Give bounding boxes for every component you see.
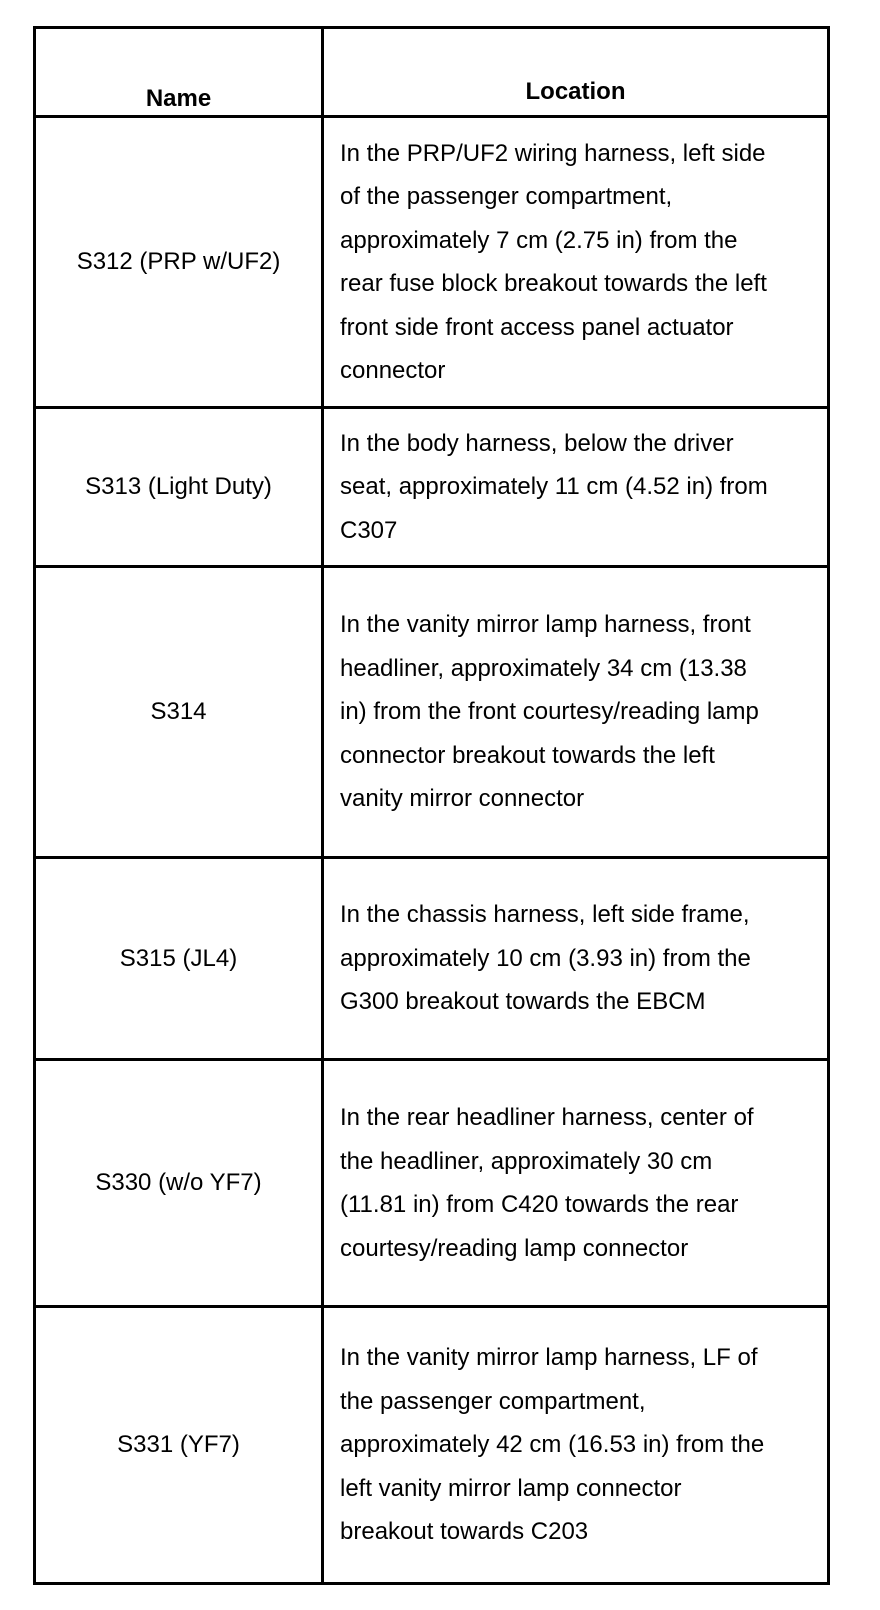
table-header-row <box>36 29 827 118</box>
row-name: S331 (YF7) <box>36 1308 324 1582</box>
table-row <box>36 409 827 568</box>
row-name: S312 (PRP w/UF2) <box>36 118 324 406</box>
row-location: In the vanity mirror lamp harness, LF of the passenger compartment, approximately 42 cm (16.53 in) from the left vanity mirror lamp connector breakout towards C203 <box>340 1344 765 1546</box>
splice-location-table <box>33 26 830 1585</box>
header-name: Name <box>36 29 324 115</box>
row-name: S313 (Light Duty) <box>36 409 324 565</box>
row-location: In the body harness, below the driver seat, approximately 11 cm (4.52 in) from C307 <box>340 429 768 544</box>
row-name: S330 (w/o YF7) <box>36 1061 324 1305</box>
header-location: Location <box>525 77 626 105</box>
row-location: In the PRP/UF2 wiring harness, left side of the passenger compartment, approximately 7 cm (2.75 in) from the rear fuse block breakout towards the left front side front access panel actuator connector <box>340 139 767 384</box>
row-location: In the vanity mirror lamp harness, front headliner, approximately 34 cm (13.38 in) from the front courtesy/reading lamp connector breakout towards the left vanity mirror connector <box>340 611 759 813</box>
table-row <box>36 118 827 409</box>
table-row <box>36 859 827 1061</box>
row-location: In the chassis harness, left side frame, approximately 10 cm (3.93 in) from the G300 breakout towards the EBCM <box>340 901 751 1016</box>
table-row <box>36 1061 827 1308</box>
table-row <box>36 568 827 859</box>
row-location: In the rear headliner harness, center of the headliner, approximately 30 cm (11.81 in) from C420 towards the rear courtesy/reading lamp connector <box>340 1104 754 1262</box>
row-name: S315 (JL4) <box>36 859 324 1058</box>
table-row <box>36 1308 827 1582</box>
row-name: S314 <box>36 568 324 856</box>
